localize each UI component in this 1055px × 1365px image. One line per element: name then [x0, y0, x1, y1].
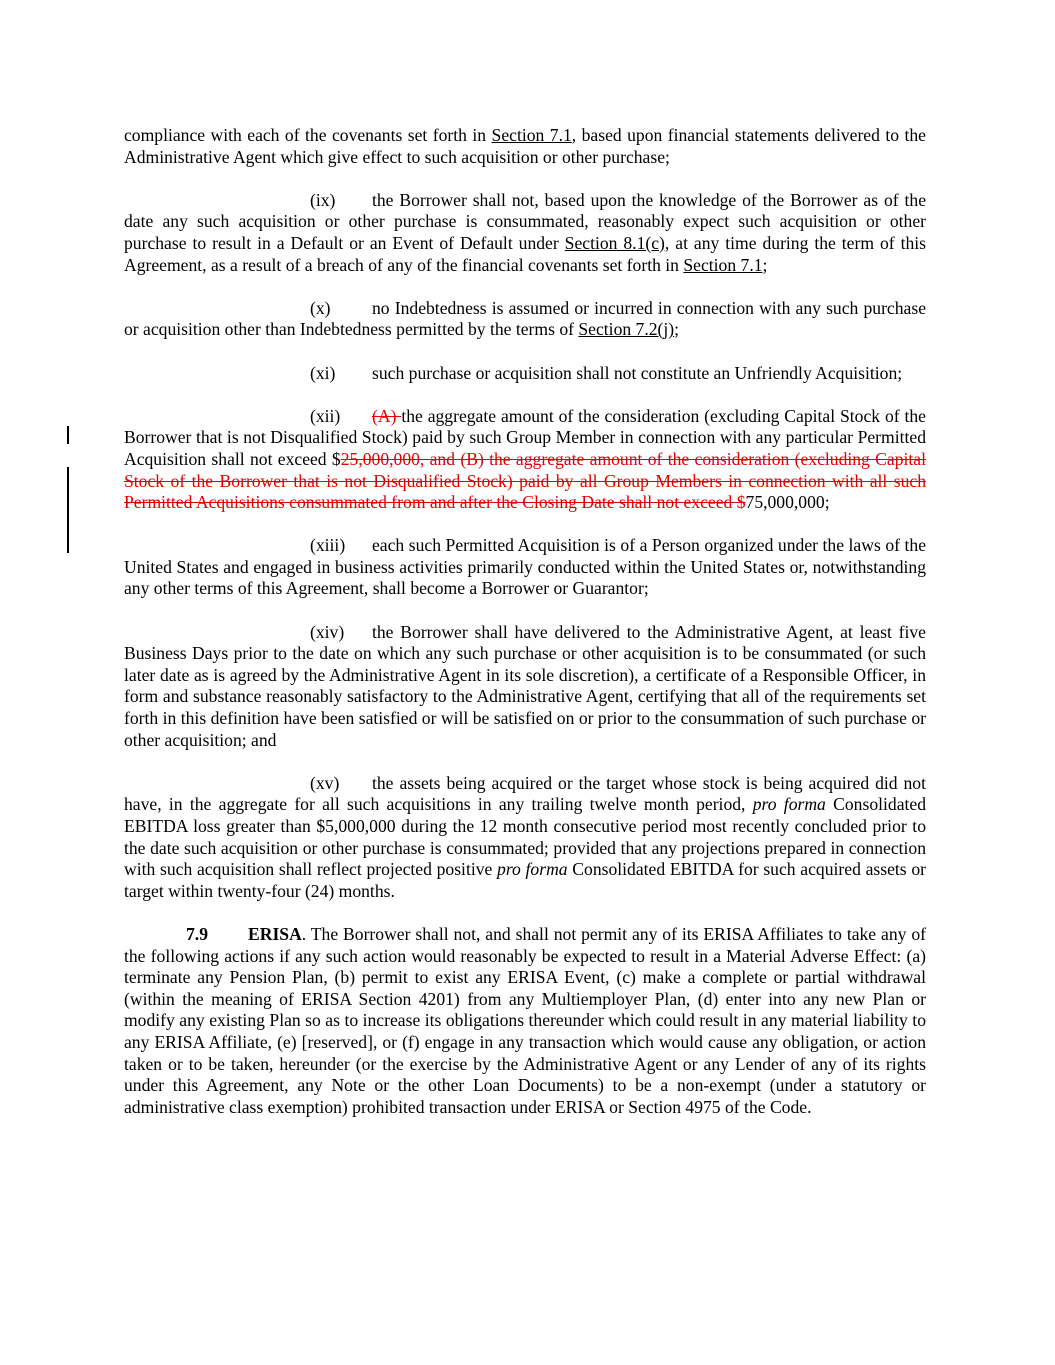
change-bar	[67, 467, 69, 553]
change-bar	[67, 426, 69, 444]
clause-number: (xiv)	[310, 621, 345, 642]
clause-ix: (ix) the Borrower shall not, based upon the knowledge of the Borrower as of the date any such acquisition or other purchase is consummated, reasonably expect such acquisition or other purchase to result in a Default or an Event of Default under Section 8.1(c), at any time during the term of this Agreement, as a result of a breach of any of the financial covenants set forth in Section 7.1;	[124, 189, 926, 275]
clause-number: (xii)	[310, 405, 341, 426]
clause-xi: (xi) such purchase or acquisition shall not constitute an Unfriendly Acquisition;	[310, 362, 903, 383]
clause-xv: (xv) the assets being acquired or the target whose stock is being acquired did not have, in the aggregate for all such acquisitions in any trailing twelve month period, pro forma Consolidated EBITDA loss greater than $5,000,000 during the 12 month consecutive period most recently concluded prior to the date such acquisition or other purchase is consummated; provided that any projections prepared in connection with such acquisition shall reflect projected positive pro forma Consolidated EBITDA for such acquired assets or target within twenty-four (24) months.	[124, 772, 926, 901]
clause-number: (xi)	[310, 362, 336, 383]
section-title: ERISA	[248, 923, 302, 944]
deleted-text: (A)	[372, 405, 402, 426]
section-reference: Section 8.1(c)	[564, 232, 665, 253]
clause-number: (xiii)	[310, 535, 346, 556]
clause-xiii: (xiii) each such Permitted Acquisition is of a Person organized under the laws of the United States and engaged in business activities primarily conducted within the United States or, notwithstanding any other terms of this Agreement, shall become a Borrower or Guarantor;	[124, 535, 926, 599]
paragraph-continuation: compliance with each of the covenants set forth in Section 7.1, based upon financial statements delivered to the Administrative Agent which give effect to such acquisition or other purchase;	[124, 125, 926, 167]
clause-x: (x) no Indebtedness is assumed or incurred in connection with any such purchase or acquisition other than Indebtedness permitted by the terms of Section 7.2(j);	[124, 297, 926, 340]
section-number: 7.9	[186, 923, 208, 944]
clause-number: (xv)	[310, 772, 340, 793]
clause-number: (x)	[310, 297, 331, 318]
section-reference: Section 7.2(j)	[578, 319, 675, 340]
clause-xiv: (xiv) the Borrower shall have delivered to the Administrative Agent, at least five Business Days prior to the date on which any such purchase or other acquisition is to be consummated (or such later date as is agreed by the Administrative Agent in its sole discretion), a certificate of a Responsible Officer, in form and substance reasonably satisfactory to the Administrative Agent, certifying that all of the requirements set forth in this definition have been satisfied or will be satisfied on or prior to the consummation of such purchase or other acquisition; and	[124, 621, 926, 750]
deleted-text: 25,000,000, and (B) the aggregate amount of the consideration (excluding Capital Stock of the Borrower that is not Disqualified Stock) paid by all Group Members in connection with all such Permitted Acquisitions consummated from and after the Closing Date shall not exceed $	[124, 448, 926, 513]
section-reference: Section 7.1	[683, 254, 763, 275]
document-page	[124, 125, 926, 1140]
section-reference: Section 7.1	[491, 125, 572, 145]
section-7-9: 7.9 ERISA. The Borrower shall not, and shall not permit any of its ERISA Affiliates to take any of the following actions if any such action would reasonably be expected to result in a Material Adverse Effect: (a) terminate any Pension Plan, (b) permit to exist any ERISA Event, (c) make a complete or partial withdrawal (within the meaning of ERISA Section 4201) from any Multiemployer Plan, (d) enter into any new Plan or modify any existing Plan so as to increase its obligations thereunder which could result in any material liability to any ERISA Affiliate, (e) [reserved], or (f) engage in any transaction which would cause any obligation, or action taken or to be taken, hereunder (or the exercise by the Administrative Agent or any Lender of any of its rights under this Agreement, any Note or the other Loan Documents) to be a non-exempt (under a statutory or administrative class exemption) prohibited transaction under ERISA or Section 4975 of the Code.	[124, 923, 926, 1117]
clause-number: (ix)	[310, 189, 336, 210]
clause-xii: (xii) (A) the aggregate amount of the consideration (excluding Capital Stock of the Borrower that is not Disqualified Stock) paid by such Group Member in connection with any particular Permitted Acquisition shall not exceed $25,000,000, and (B) the aggregate amount of the consideration (excluding Capital Stock of the Borrower that is not Disqualified Stock) paid by all Group Members in connection with all such Permitted Acquisitions consummated from and after the Closing Date shall not exceed $75,000,000;	[124, 405, 926, 513]
